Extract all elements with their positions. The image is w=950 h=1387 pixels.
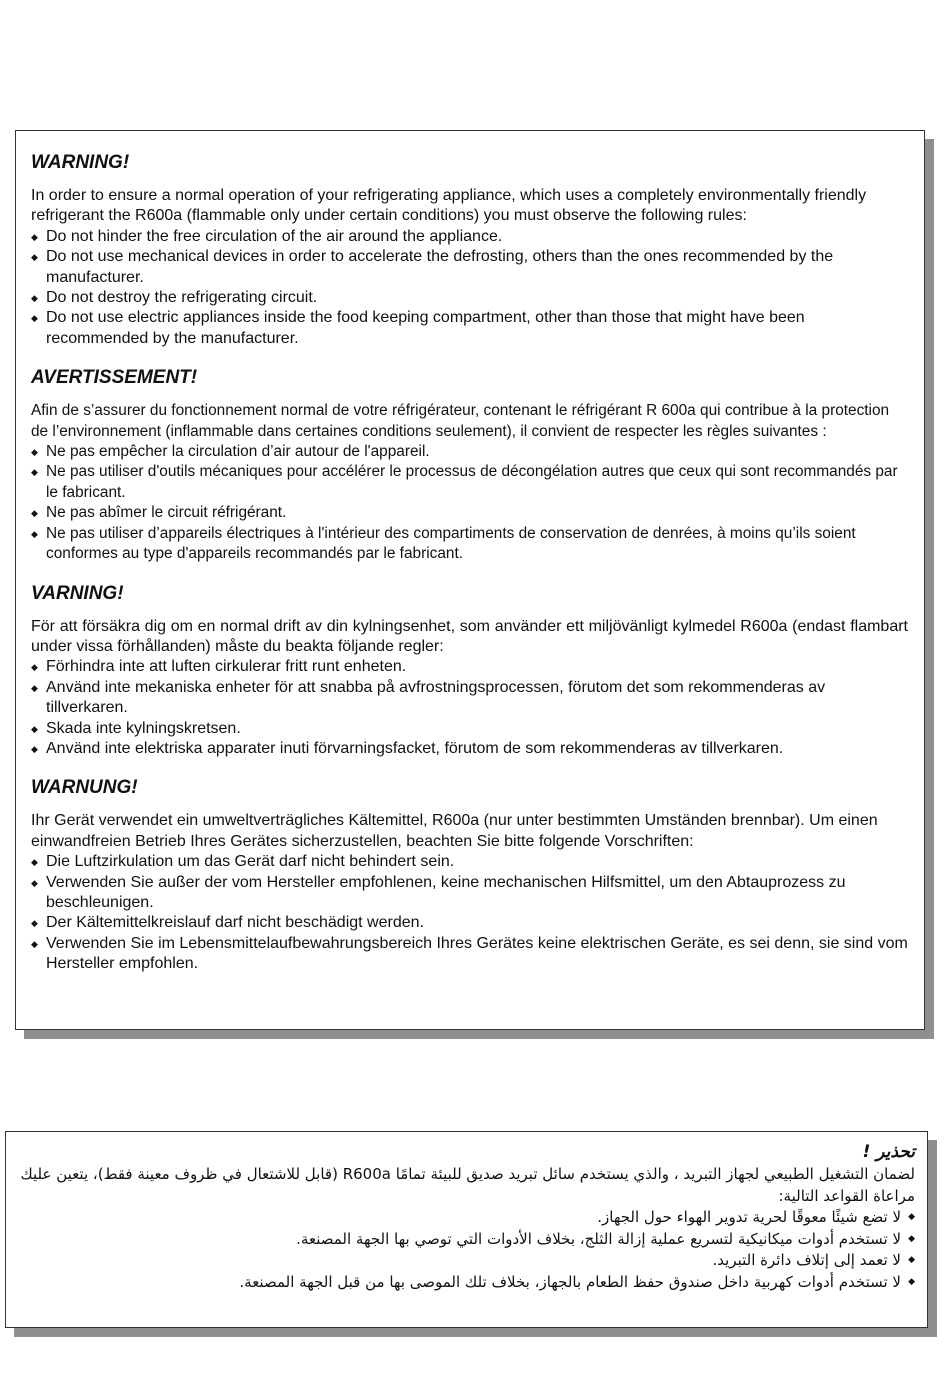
list-item: ◆ Do not hinder the free circulation of the air around the appliance. [31,227,908,247]
list-item: ◆ Skada inte kylningskretsen. [31,719,908,739]
section-title: AVERTISSEMENT! [31,367,198,389]
section-title: WARNUNG! [31,777,138,799]
diamond-bullet-icon: ◆ [908,1212,915,1222]
diamond-bullet-icon: ◆ [31,467,38,478]
diamond-bullet-icon: ◆ [908,1276,915,1287]
list-item: ◆ Ne pas empêcher la circulation d’air autour de l'appareil. [31,442,908,462]
diamond-bullet-icon: ◆ [908,1233,915,1244]
rules-list [18,1207,915,1293]
diamond-bullet-icon: ◆ [31,293,38,304]
diamond-bullet-icon: ◆ [31,313,38,324]
list-item: ◆ Der Kältemittelkreislauf darf nicht beschädigt werden. [31,913,908,933]
list-item: ◆ Använd inte mekaniska enheter för att snabba på avfrostningsprocessen, förutom det som rekommenderas av tillverkaren. [31,678,826,717]
list-item: ◆ لا تستخدم أدوات ميكانيكية لتسريع عملية إزالة الثلج، بخلاف الأدوات التي توصي بها الجهة المصنعة. [18,1229,915,1251]
warning-box-multilingual [15,130,925,1030]
rules-list [31,442,908,564]
list-item: ◆ Verwenden Sie im Lebensmittelaufbewahrungsbereich Ihres Gerätes keine elektrischen Geräte, es sei denn, sie sind vom Hersteller empfohlen. [31,934,908,973]
list-item: ◆ لا تعمد إلى إتلاف دائرة التبريد. [18,1250,915,1272]
section-title: VARNING! [31,582,124,604]
diamond-bullet-icon: ◆ [31,877,38,888]
diamond-bullet-icon: ◆ [31,447,38,458]
section-intro: För att försäkra dig om en normal drift av din kylningsenhet, som använder ett miljövänligt kylmedel R600a (endast flambart under vissa förhållanden) måste du beakta följande regler: [31,617,908,655]
list-item: ◆ Do not use electric appliances inside the food keeping compartment, other than those that might have been recommended by the manufacturer. [31,309,805,347]
section-intro: Afin de s’assurer du fonctionnement normal de votre réfrigérateur, contenant le réfrigérant R 600a qui contribue à la protection de l’environnement (inflammable dans certaines conditions seulement), il convient de respecter les règles suivantes : [31,402,890,440]
list-item: ◆ Använd inte elektriska apparater inuti förvarningsfacket, förutom de som rekommenderas av tillverkaren. [31,739,908,759]
diamond-bullet-icon: ◆ [31,252,38,263]
diamond-bullet-icon: ◆ [31,682,38,693]
diamond-bullet-icon: ◆ [31,528,38,539]
section-en [31,151,908,349]
section-title: تحذير ! [862,1142,915,1162]
diamond-bullet-icon: ◆ [31,231,38,242]
list-item: ◆ لا تضع شيئًا معوقًا لحرية تدوير الهواء حول الجهاز. [18,1207,915,1229]
section-fr [31,366,908,564]
list-item: ◆ Förhindra inte att luften cirkulerar fritt runt enheten. [31,657,908,677]
list-item: ◆ Verwenden Sie außer der vom Hersteller empfohlenen, keine mechanischen Hilfsmittel, um den Abtauprozess zu beschleunigen. [31,873,846,911]
section-de [31,776,908,974]
section-sv [31,582,908,760]
rules-list [31,852,908,974]
section-intro: In order to ensure a normal operation of your refrigerating appliance, which uses a completely environmentally friendly refrigerant the R600a (flammable only under certain conditions) you must observe the following rules: [31,187,867,225]
diamond-bullet-icon: ◆ [908,1255,915,1265]
warning-box-arabic [5,1131,928,1328]
diamond-bullet-icon: ◆ [31,743,38,754]
diamond-bullet-icon: ◆ [31,662,38,673]
diamond-bullet-icon: ◆ [31,938,38,949]
section-intro: Ihr Gerät verwendet ein umweltverträgliches Kältemittel, R600a (nur unter bestimmten Umständen brennbar). Um einen einwandfreien Betrieb Ihres Gerätes sicherzustellen, beachten Sie bitte folgende Vorschriften: [31,812,878,850]
list-item: ◆ Ne pas abîmer le circuit réfrigérant. [31,503,908,523]
list-item: ◆ Do not use mechanical devices in order to accelerate the defrosting, others than the ones recommended by the manufacturer. [31,248,834,286]
section-intro: لضمان التشغيل الطبيعي لجهاز التبريد ، والذي يستخدم سائل تبريد صديق للبيئة تمامًا R600a (قابل للاشتعال في ظروف معينة فقط)، يتعين عليك مراعاة القواعد التالية: [20,1165,915,1205]
rules-list [31,227,908,349]
list-item: ◆ لا تستخدم أدوات كهربية داخل صندوق حفظ الطعام بالجهاز، بخلاف تلك الموصى بها من قبل الجهة المصنعة. [18,1272,915,1294]
list-item: ◆ Die Luftzirkulation um das Gerät darf nicht behindert sein. [31,852,908,872]
list-item: ◆ Ne pas utiliser d'outils mécaniques pour accélérer le processus de décongélation autres que ceux qui sont recommandés par le fabricant. [31,463,898,501]
rules-list [31,657,908,759]
section-title: WARNING! [31,152,130,173]
list-item: ◆ Ne pas utiliser d’appareils électriques à l'intérieur des compartiments de conservation de denrées, à moins qu’ils soient conformes au type d'appareils recommandés par le fabricant. [31,524,856,563]
diamond-bullet-icon: ◆ [31,918,38,929]
diamond-bullet-icon: ◆ [31,857,38,868]
diamond-bullet-icon: ◆ [31,508,38,519]
list-item: ◆ Do not destroy the refrigerating circuit. [31,288,908,308]
diamond-bullet-icon: ◆ [31,723,38,734]
